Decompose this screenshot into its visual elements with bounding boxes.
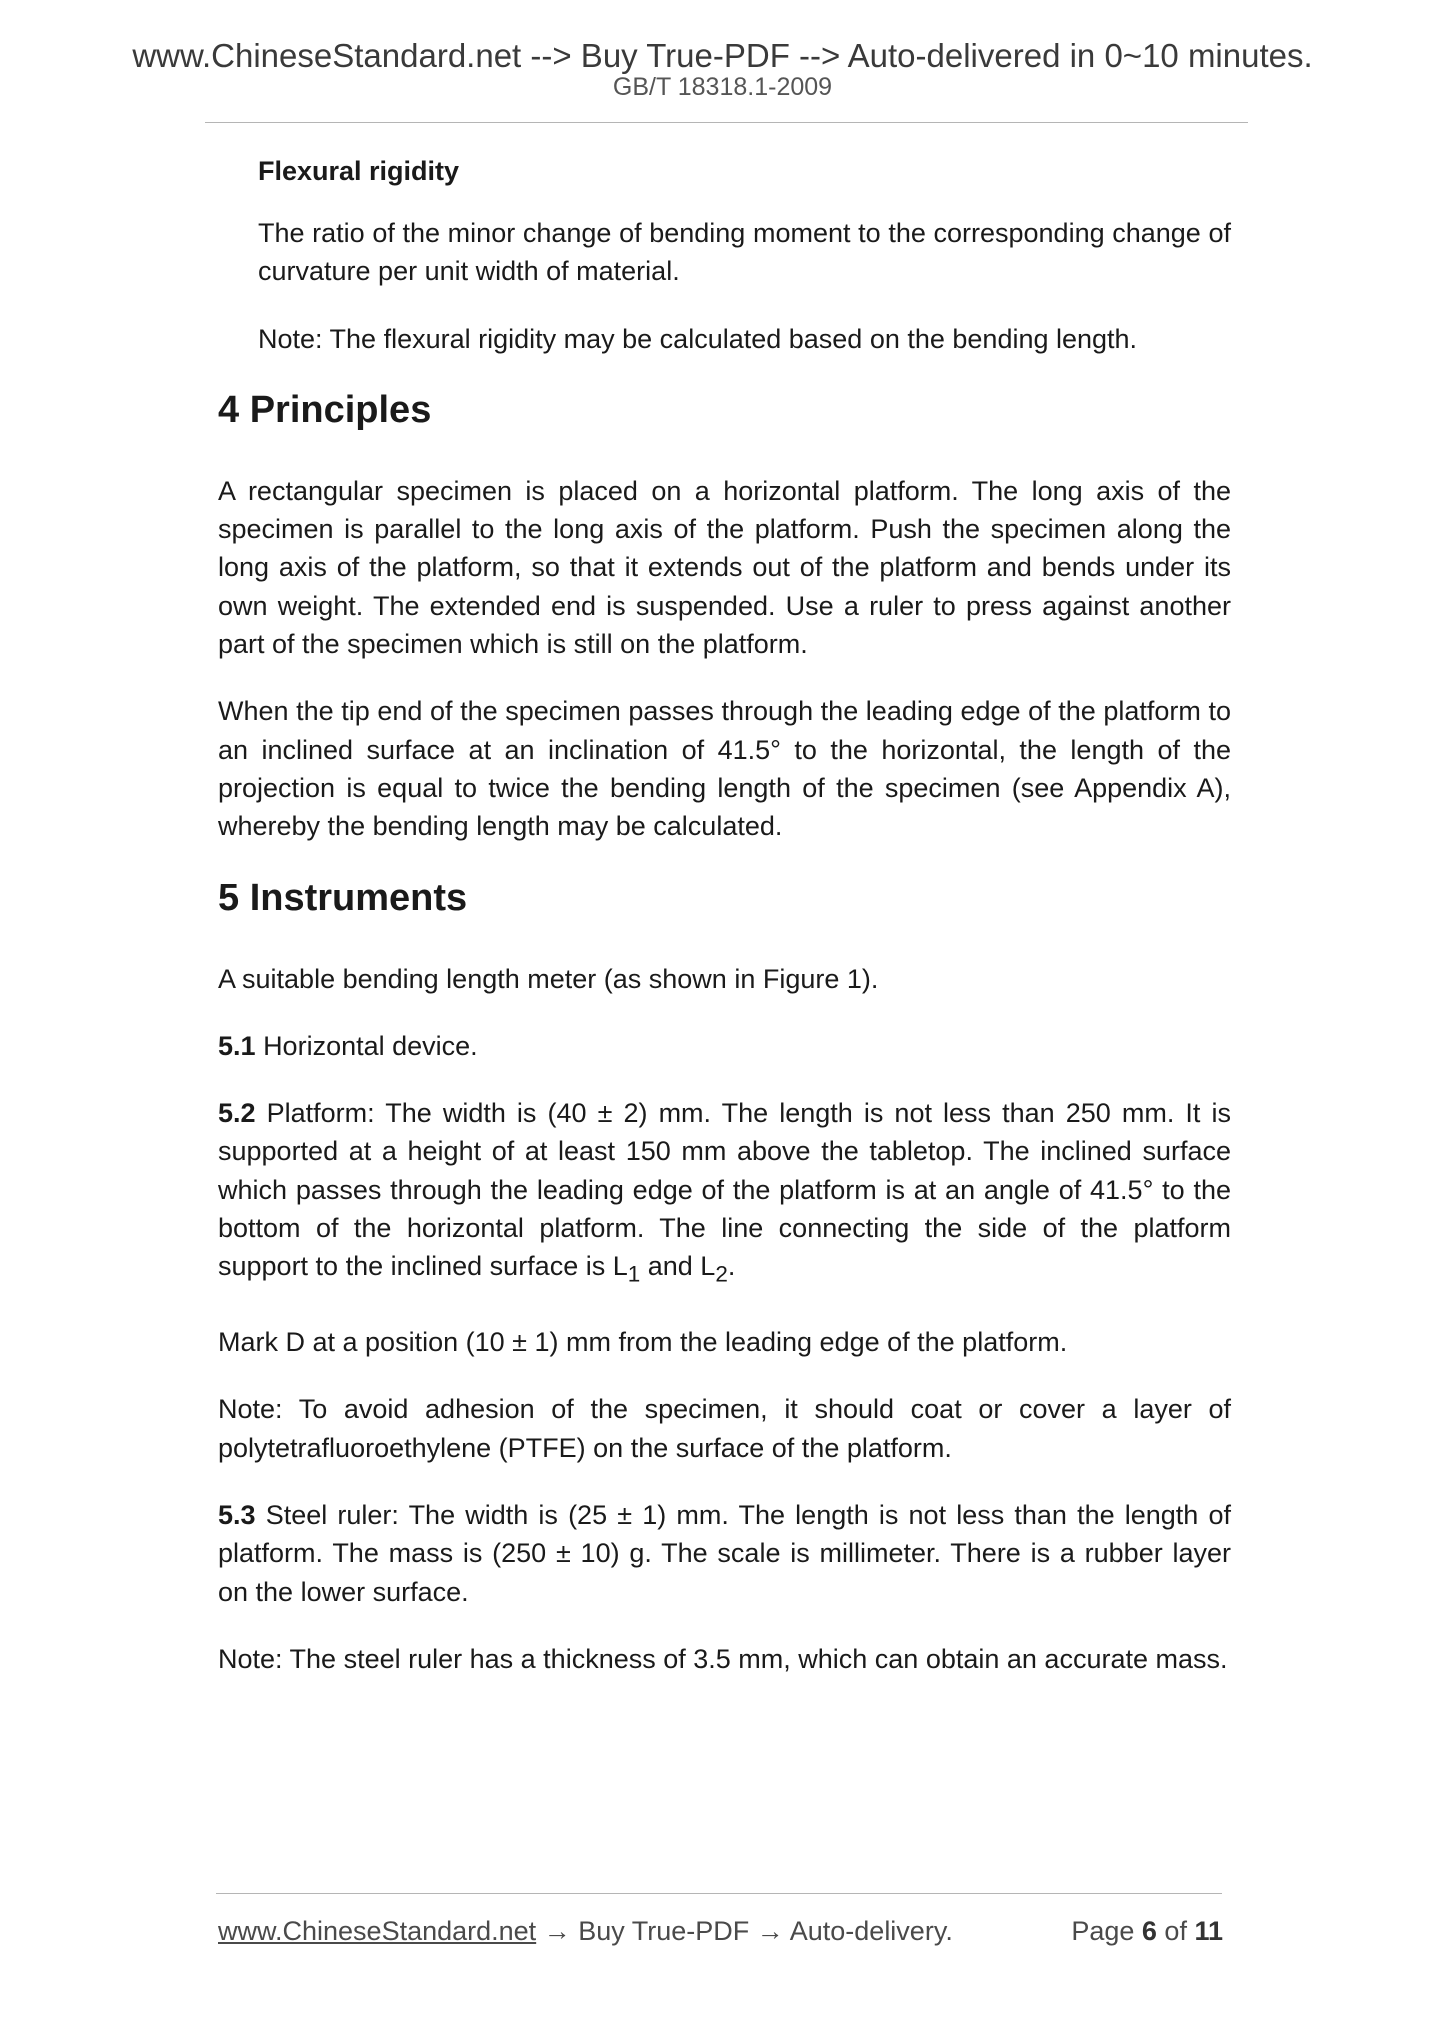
- clause-text: Horizontal device.: [263, 1030, 478, 1061]
- page-current: 6: [1141, 1916, 1157, 1946]
- clause-5-2: [218, 1094, 1231, 1294]
- page-label: Page: [1071, 1916, 1142, 1946]
- ptfe-note: Note: To avoid adhesion of the specimen, it should coat or cover a layer of polytetrafluoroethylene (PTFE) on the surface of the platform.: [218, 1394, 1231, 1463]
- subscript-1: 1: [627, 1261, 641, 1287]
- ruler-note: Note: The steel ruler has a thickness of 3.5 mm, which can obtain an accurate mass.: [218, 1643, 1228, 1674]
- clause-text-and: and L: [640, 1251, 716, 1282]
- subscript-2: 2: [715, 1261, 728, 1287]
- term-block: [218, 152, 1231, 358]
- clause-text-end: .: [727, 1251, 736, 1282]
- header-divider: [205, 122, 1248, 123]
- clause-text: Steel ruler: The width is (25 ± 1) mm. The length is not less than the length of platform. The mass is (250 ± 10) g. The scale is millimeter. There is a rubber layer on the lower surface.: [218, 1499, 1231, 1607]
- page-number: [1071, 1914, 1223, 1948]
- instruments-intro: A suitable bending length meter (as shown in Figure 1).: [218, 963, 879, 994]
- top-banner: www.ChineseStandard.net --> Buy True-PDF --> Auto-delivered in 0~10 minutes.: [132, 37, 1313, 74]
- clause-number: 5.2: [218, 1098, 256, 1129]
- footer-promo: → Buy True-PDF → Auto-delivery.: [536, 1916, 953, 1946]
- clause-5-1: [218, 1027, 1231, 1065]
- clause-5-3: [218, 1496, 1231, 1611]
- term-definition: The ratio of the minor change of bending moment to the corresponding change of curvature per unit width of material.: [258, 218, 1231, 287]
- page-total: 11: [1194, 1916, 1223, 1946]
- footer-divider: [216, 1893, 1222, 1894]
- standard-code: GB/T 18318.1-2009: [612, 73, 833, 101]
- term-title: Flexural rigidity: [258, 156, 460, 186]
- page-content: [218, 152, 1231, 1707]
- section-heading-principles: 4 Principles: [218, 388, 432, 431]
- term-note: Note: The flexural rigidity may be calculated based on the bending length.: [258, 323, 1138, 354]
- clause-number: 5.1: [218, 1030, 256, 1061]
- section-heading-instruments: 5 Instruments: [218, 876, 468, 919]
- footer-site-link[interactable]: www.ChineseStandard.net: [218, 1916, 537, 1946]
- principles-paragraph-2: When the tip end of the specimen passes through the leading edge of the platform to an inclined surface at an inclination of 41.5° to the horizontal, the length of the projection is equal to twice the bending length of the specimen (see Appendix A), whereby the bending length may be calculated.: [218, 696, 1231, 842]
- page-footer: [218, 1914, 1223, 1948]
- clause-number: 5.3: [218, 1499, 256, 1530]
- clause-text: Platform: The width is (40 ± 2) mm. The length is not less than 250 mm. It is supported at a height of at least 150 mm above the tabletop. The inclined surface which passes through the leading edge of the platform is at an angle of 41.5° to the bottom of the horizontal platform. The line connecting the side of the platform support to the inclined surface is L: [218, 1098, 1231, 1282]
- mark-d-paragraph: Mark D at a position (10 ± 1) mm from the leading edge of the platform.: [218, 1327, 1068, 1358]
- principles-paragraph-1: A rectangular specimen is placed on a horizontal platform. The long axis of the specimen is parallel to the long axis of the platform. Push the specimen along the long axis of the platform, so that it extends out of the platform and bends under its own weight. The extended end is suspended. Use a ruler to press against another part of the specimen which is still on the platform.: [218, 475, 1231, 660]
- page-of: of: [1156, 1916, 1195, 1946]
